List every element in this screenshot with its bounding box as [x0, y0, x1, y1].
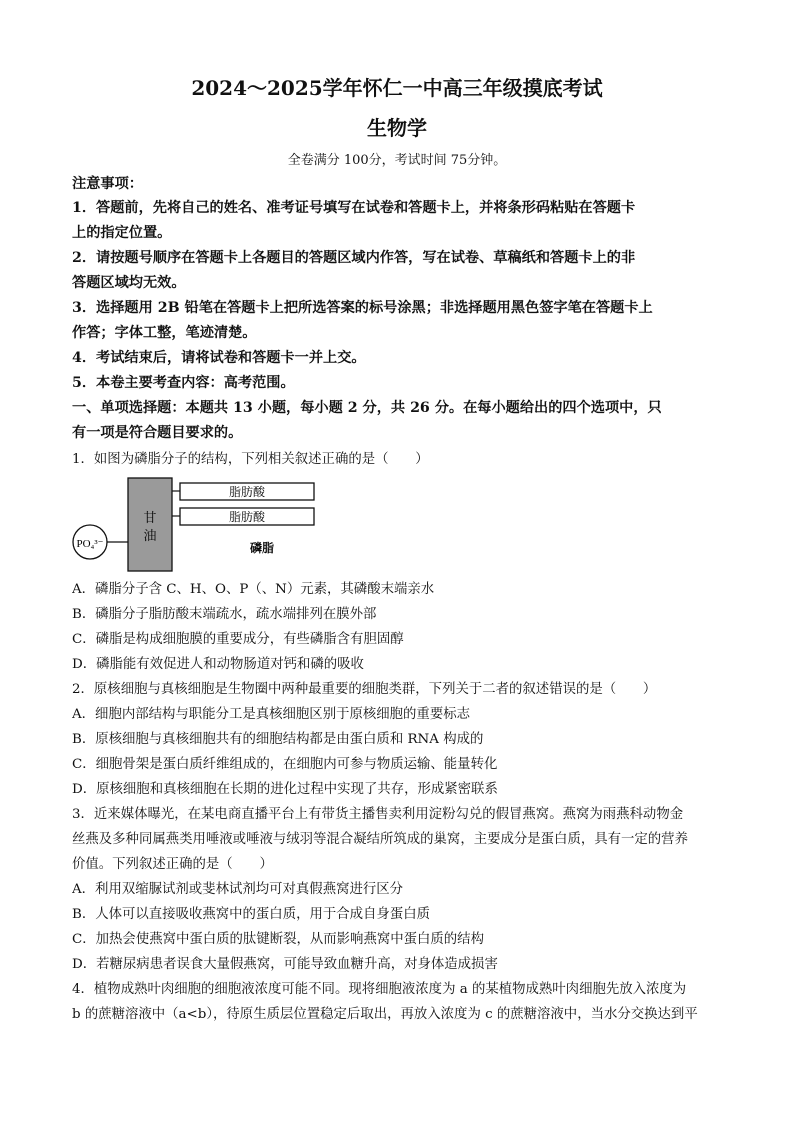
q2-stem: 2．原核细胞与真核细胞是生物圈中两种最重要的细胞类群，下列关于二者的叙述错误的是（ ）: [72, 682, 657, 697]
q3-stem-line-1: 3．近来媒体曝光，在某电商直播平台上有带货主播售卖利用淀粉勾兑的假冒燕窝。燕窝为雨燕科动物金: [72, 807, 684, 822]
q1-option-a: A．磷脂分子含 C、H、O、P（、N）元素，其磷酸末端亲水: [72, 582, 435, 597]
phospholipid-label: 磷脂: [249, 541, 275, 555]
q4-stem-line-2: b 的蔗糖溶液中（a<b），待原生质层位置稳定后取出，再放入浓度为 c 的蔗糖溶液中，当水分交换达到平: [72, 1007, 698, 1022]
q2-option-a: A．细胞内部结构与职能分工是真核细胞区别于原核细胞的重要标志: [72, 707, 470, 722]
q3-option-d: D．若糖尿病患者误食大量假燕窝，可能导致血糖升高，对身体造成损害: [72, 957, 498, 972]
q2-option-c: C．细胞骨架是蛋白质纤维组成的，在细胞内可参与物质运输、能量转化: [72, 757, 498, 772]
q1-option-b: B．磷脂分子脂肪酸末端疏水，疏水端排列在膜外部: [72, 607, 377, 622]
q1-option-c: C．磷脂是构成细胞膜的重要成分，有些磷脂含有胆固醇: [72, 632, 404, 647]
q3-option-c: C．加热会使燕窝中蛋白质的肽键断裂，从而影响燕窝中蛋白质的结构: [72, 932, 484, 947]
note-1-line-1: 1．答题前，先将自己的姓名、准考证号填写在试卷和答题卡上，并将条形码粘贴在答题卡: [72, 200, 636, 216]
notes-heading: 注意事项：: [72, 176, 143, 192]
note-3-line-1: 3．选择题用 2B 铅笔在答题卡上把所选答案的标号涂黑；非选择题用黑色签字笔在答题卡上: [72, 300, 653, 316]
note-2-line-1: 2．请按题号顺序在答题卡上各题目的答题区域内作答，写在试卷、草稿纸和答题卡上的非: [72, 250, 636, 266]
q1-stem: 1．如图为磷脂分子的结构，下列相关叙述正确的是（ ）: [72, 452, 429, 467]
note-3-line-2: 作答；字体工整，笔迹清楚。: [72, 325, 257, 341]
fatty-acid-1-label: 脂肪酸: [228, 485, 266, 499]
q3-option-a: A．利用双缩脲试剂或斐林试剂均可对真假燕窝进行区分: [72, 882, 404, 897]
note-1-line-2: 上的指定位置。: [72, 225, 172, 241]
note-4: 4．考试结束后，请将试卷和答题卡一并上交。: [72, 350, 366, 366]
phosphate-label: PO₄³⁻: [76, 538, 104, 550]
glycerol-label-1: 甘: [143, 511, 157, 526]
q3-option-b: B．人体可以直接吸收燕窝中的蛋白质，用于合成自身蛋白质: [72, 907, 430, 922]
q1-option-d: D．磷脂能有效促进人和动物肠道对钙和磷的吸收: [72, 657, 364, 672]
q2-option-b: B．原核细胞与真核细胞共有的细胞结构都是由蛋白质和 RNA 构成的: [72, 732, 484, 747]
exam-info: 全卷满分 100分，考试时间 75分钟。: [287, 153, 507, 168]
fatty-acid-2-label: 脂肪酸: [228, 510, 266, 524]
phospholipid-diagram: [70, 470, 330, 575]
note-2-line-2: 答题区域均无效。: [72, 275, 186, 291]
subject-title: 生物学: [367, 116, 427, 140]
q3-stem-line-2: 丝燕及多种同属燕类用唾液或唾液与绒羽等混合凝结所筑成的巢窝，主要成分是蛋白质，具有一定的营养: [72, 832, 688, 847]
q3-stem-line-3: 价值。下列叙述正确的是（ ）: [72, 857, 273, 872]
q2-option-d: D．原核细胞和真核细胞在长期的进化过程中实现了共存，形成紧密联系: [72, 782, 498, 797]
glycerol-label-2: 油: [143, 529, 157, 544]
section-1-heading-line-1: 一、单项选择题：本题共 13 小题，每小题 2 分，共 26 分。在每小题给出的四个选项中，只: [72, 400, 662, 416]
q4-stem-line-1: 4．植物成熟叶肉细胞的细胞液浓度可能不同。现将细胞液浓度为 a 的某植物成熟叶肉细胞先放入浓度为: [72, 982, 687, 997]
note-5: 5．本卷主要考查内容：高考范围。: [72, 375, 295, 391]
section-1-heading-line-2: 有一项是符合题目要求的。: [72, 425, 243, 441]
exam-title: 2024～2025学年怀仁一中高三年级摸底考试: [191, 76, 603, 100]
